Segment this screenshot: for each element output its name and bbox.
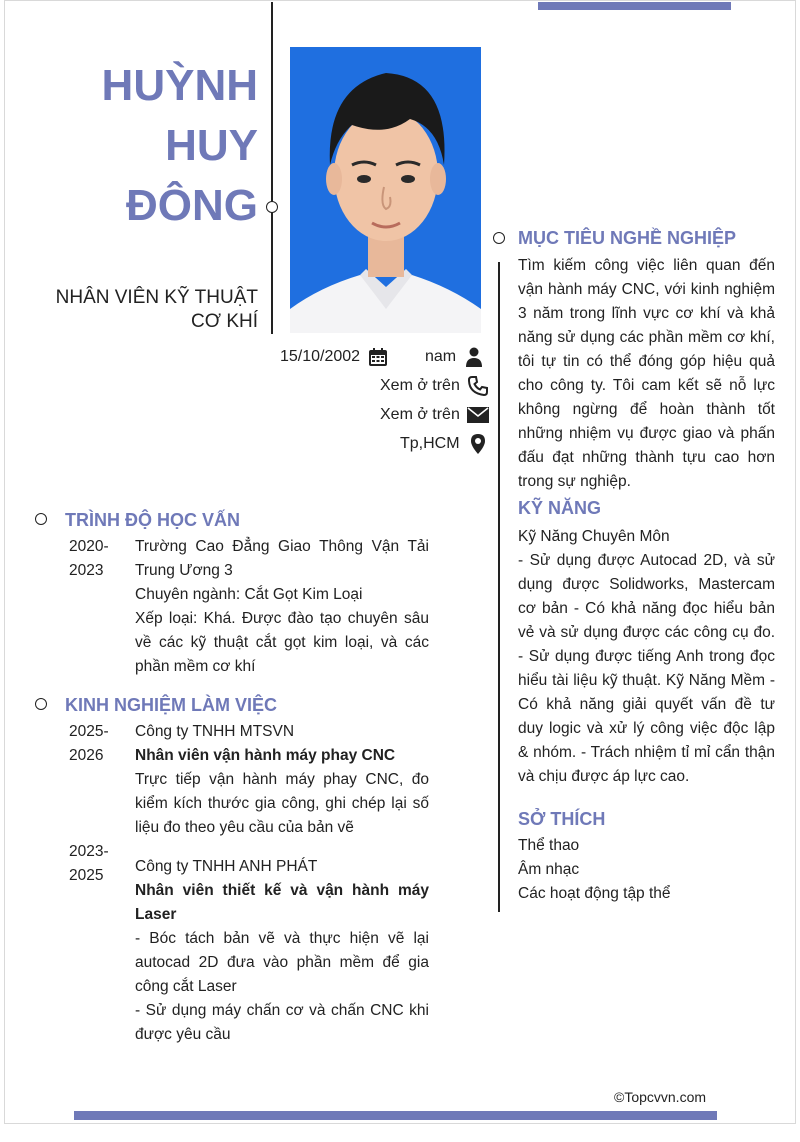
objective-text: Tìm kiếm công việc liên quan đến vận hành máy CNC, với kinh nghiệm 3 năm trong lĩnh vực cơ khí và khả năng sử dụng các phần mềm cơ khí, tôi tự tin có thể đóng góp hiệu quả cho công ty. Tôi cam kết sẽ nỗ lực không ngừng để hoàn thành tốt những nhiệm vụ được giao và phấn đấu đạt những thành tựu cao hơn trong sự nghiệp. bbox=[518, 257, 775, 490]
experience-title: KINH NGHIỆM LÀM VIỆC bbox=[65, 695, 278, 715]
education-circle-marker bbox=[35, 513, 47, 525]
job-title bbox=[20, 286, 258, 334]
hobby-item: Các hoạt động tập thể bbox=[518, 885, 671, 902]
job-1-position: Nhân viên vận hành máy phay CNC bbox=[135, 747, 396, 764]
job-2-company: Công ty TNHH ANH PHÁT bbox=[135, 858, 318, 875]
job-2-years bbox=[69, 840, 109, 888]
footer-credit: ©Topcvvn.com bbox=[614, 1089, 707, 1105]
hobby-item: Âm nhạc bbox=[518, 861, 580, 878]
objective-circle-marker bbox=[493, 232, 505, 244]
location-icon bbox=[467, 433, 489, 455]
education-school: Trường Cao Đẳng Giao Thông Vận Tải Trung Ương 3 bbox=[135, 538, 429, 579]
experience-circle-marker bbox=[35, 698, 47, 710]
bottom-accent-bar bbox=[74, 1111, 717, 1120]
hobbies-title: SỞ THÍCH bbox=[518, 809, 606, 829]
candidate-name bbox=[60, 56, 258, 236]
address-text: Tp,HCM bbox=[400, 435, 460, 452]
education-title: TRÌNH ĐỘ HỌC VẤN bbox=[65, 510, 240, 530]
skills-title: KỸ NĂNG bbox=[518, 498, 602, 518]
calendar-icon bbox=[367, 346, 389, 368]
top-accent-bar bbox=[538, 2, 731, 10]
profile-photo-illustration bbox=[290, 47, 481, 333]
email-row bbox=[380, 404, 489, 426]
education-year-start: 2020- bbox=[69, 538, 109, 555]
profile-photo bbox=[290, 47, 481, 333]
education-details bbox=[135, 535, 429, 679]
education-years bbox=[69, 535, 109, 583]
address-row bbox=[400, 433, 489, 455]
gender-text: nam bbox=[425, 348, 457, 365]
job-2-position: Nhân viên thiết kế và vận hành máy Laser bbox=[135, 882, 429, 923]
birthday-row bbox=[280, 346, 389, 368]
job-1-details bbox=[135, 720, 429, 840]
hobbies-list bbox=[518, 834, 775, 906]
phone-row bbox=[380, 375, 489, 397]
skills-section bbox=[518, 525, 775, 789]
birthday-text: 15/10/2002 bbox=[280, 348, 361, 365]
job-1-year-start: 2025- bbox=[69, 723, 109, 740]
header-divider-line bbox=[271, 2, 273, 334]
hobby-item: Thể thao bbox=[518, 837, 580, 854]
job-1-company: Công ty TNHH MTSVN bbox=[135, 723, 295, 740]
job-title-line-2: CƠ KHÍ bbox=[191, 311, 258, 332]
person-icon bbox=[463, 346, 485, 368]
phone-text: Xem ở trên bbox=[380, 377, 460, 394]
job-1-year-end: 2026 bbox=[69, 747, 104, 764]
job-2-year-end: 2025 bbox=[69, 867, 104, 884]
job-1-years bbox=[69, 720, 109, 768]
education-major: Chuyên ngành: Cắt Gọt Kim Loại bbox=[135, 586, 363, 603]
education-year-end: 2023 bbox=[69, 562, 104, 579]
gender-row bbox=[425, 346, 485, 368]
job-2-description: - Sử dụng máy chấn cơ và chấn CNC khi được yêu cầu bbox=[135, 1002, 429, 1043]
job-2-details bbox=[135, 855, 429, 1047]
email-text: Xem ở trên bbox=[380, 406, 460, 423]
job-2-description: - Bóc tách bản vẽ và thực hiện vẽ lại autocad 2D đưa vào phần mềm để gia công cắt Laser bbox=[135, 930, 429, 995]
job-1-description: Trực tiếp vận hành máy phay CNC, đo kiểm kích thước gia công, ghi chép lại số liệu đo theo yêu cầu của bản vẽ bbox=[135, 771, 429, 836]
name-line-2: HUY bbox=[165, 121, 258, 170]
name-circle-marker bbox=[266, 201, 278, 213]
right-column-line bbox=[498, 262, 500, 912]
education-detail: Xếp loại: Khá. Được đào tạo chuyên sâu về các kỹ thuật cắt gọt kim loại, và các phần mềm cơ khí bbox=[135, 610, 429, 675]
name-line-3: ĐÔNG bbox=[126, 181, 258, 230]
objective-title: MỤC TIÊU NGHỀ NGHIỆP bbox=[518, 228, 737, 248]
skills-heading: Kỹ Năng Chuyên Môn bbox=[518, 528, 670, 545]
name-line-1: HUỲNH bbox=[101, 61, 258, 110]
phone-icon bbox=[467, 375, 489, 397]
skills-text: - Sử dụng được Autocad 2D, và sử dụng được Solidworks, Mastercam cơ bản - Có khả năng đọc hiểu bản vẻ và sử dụng được các công cụ đo. - Sử dụng được tiếng Anh trong đọc hiểu tài liệu kỹ thuật. Kỹ Năng Mềm - Có khả năng giải quyết vấn đề tư duy logic và xử lý công việc độc lập & nhóm. - Trách nhiệm tỉ mỉ cẩn thận và chịu được áp lực cao. bbox=[518, 552, 775, 785]
job-2-year-start: 2023- bbox=[69, 843, 109, 860]
email-icon bbox=[467, 404, 489, 426]
job-title-line-1: NHÂN VIÊN KỸ THUẬT bbox=[55, 287, 258, 308]
